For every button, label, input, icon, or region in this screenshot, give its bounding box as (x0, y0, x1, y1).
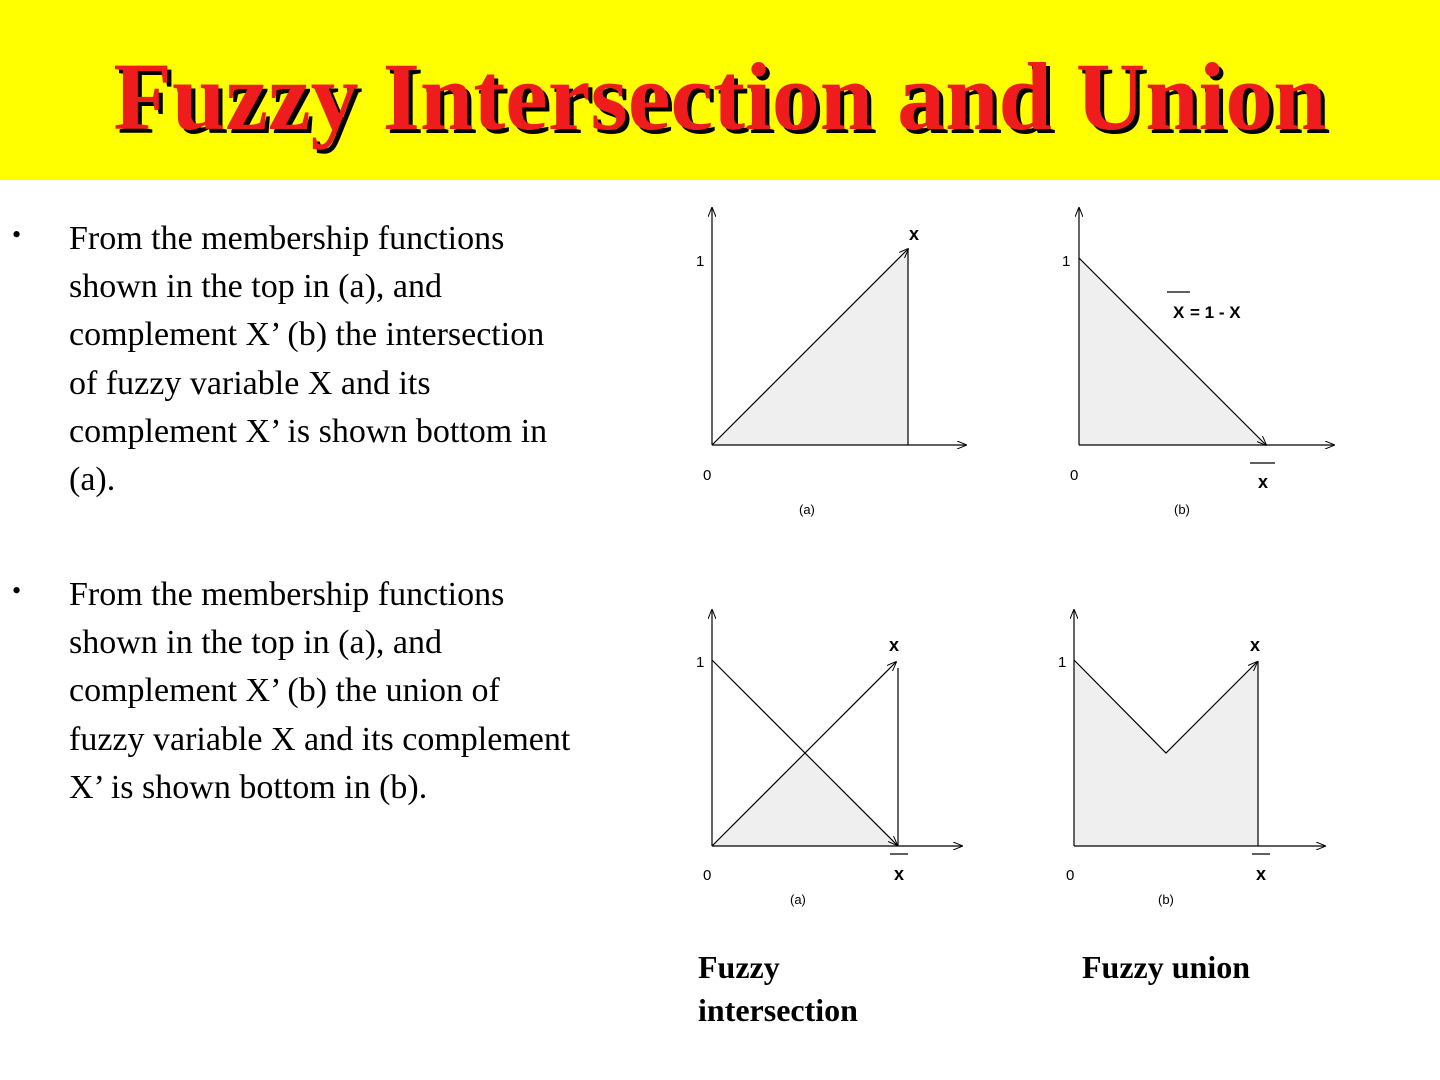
curve-label: x (889, 635, 900, 655)
figure-bottom-a (696, 610, 962, 907)
curve-label: x (909, 224, 920, 244)
panel-label: (a) (790, 892, 806, 907)
axis-label: x (894, 864, 905, 884)
bullet-union: From the membership functions shown in the top in (a), and complement X’ (b) the union of fuzzy variable X and its complement X’ is shown bottom in (b). (69, 576, 571, 806)
figure-bottom-b (1058, 610, 1325, 907)
origin-label: 0 (1070, 467, 1079, 484)
bullet-marker: • (12, 576, 22, 605)
one-label: 1 (696, 253, 705, 270)
panel-label: (a) (799, 502, 815, 517)
figure-top-b (1062, 208, 1334, 517)
formula-lhs: X (1173, 303, 1185, 322)
panel-label: (b) (1158, 892, 1174, 907)
origin-label: 0 (703, 467, 712, 484)
one-label: 1 (1058, 654, 1067, 671)
one-label: 1 (1062, 253, 1071, 270)
formula-rhs: = 1 - X (1190, 303, 1241, 322)
origin-label: 0 (703, 867, 712, 884)
caption-intersection-line-1: Fuzzy (698, 949, 780, 985)
caption-intersection (698, 946, 858, 1032)
bullet-marker: • (12, 220, 22, 249)
panel-label: (b) (1174, 502, 1190, 517)
axis-label: x (1256, 864, 1267, 884)
origin-label: 0 (1066, 867, 1075, 884)
figure-top-a (696, 208, 966, 517)
intersection-fill (712, 753, 898, 846)
curve-label: x (1250, 635, 1261, 655)
caption-union: Fuzzy union (1082, 949, 1251, 985)
slide-title: Fuzzy Intersection and Union (113, 43, 1327, 150)
caption-intersection-line-2: intersection (698, 992, 858, 1028)
one-label: 1 (696, 654, 705, 671)
axis-label: x (1258, 472, 1269, 492)
bullet-intersection: From the membership functions shown in the top in (a), and complement X’ (b) the intersection of fuzzy variable X and its complement X’ is shown bottom in (a). (69, 220, 548, 499)
